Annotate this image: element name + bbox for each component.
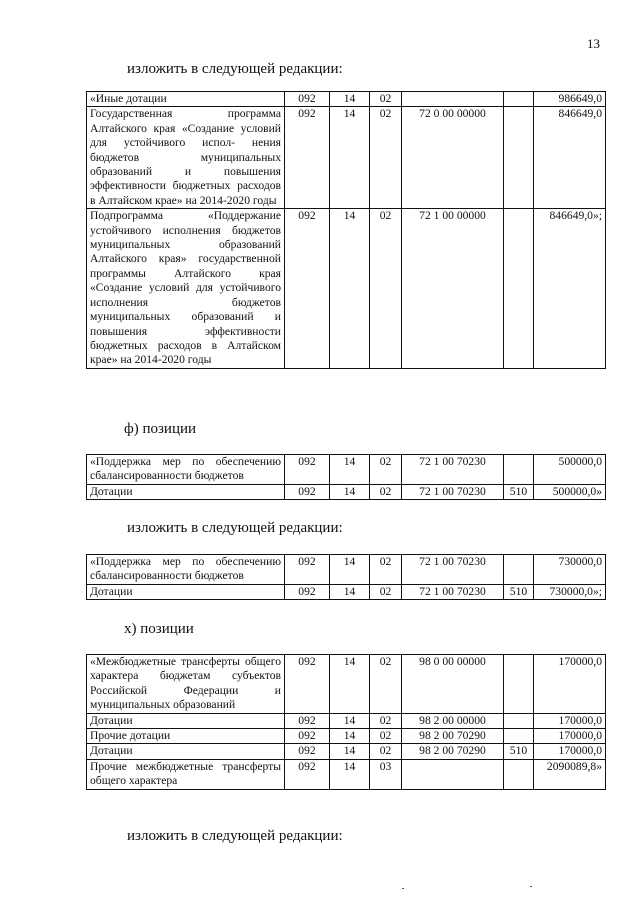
cell-amount: 170000,0 [534,655,606,714]
cell-amount: 170000,0 [534,713,606,728]
cell-target [402,759,504,789]
cell-ministry: 092 [285,584,330,599]
cell-name: «Поддержка мер по обеспечению сбалансированности бюджетов [87,555,285,585]
cell-subsection: 02 [370,713,402,728]
cell-amount: 986649,0 [534,92,606,107]
cell-name: «Межбюджетные трансферты общего характера бюджетам субъектов Российской Федерации и муниципальных образований [87,655,285,714]
cell-name: Государственная программа Алтайского края «Создание условий для устойчивого испол- нения бюджетов муниципальных образований и повышения эффективности бюджетных расходов в Алтайском крае» на 2014-2020 годы [87,107,285,209]
cell-name: Дотации [87,584,285,599]
budget-table-4 [86,654,606,790]
cell-target: 72 1 00 00000 [402,209,504,368]
cell-name: «Иные дотации [87,92,285,107]
cell-target: 72 1 00 70230 [402,584,504,599]
cell-section: 14 [330,729,370,744]
cell-amount: 170000,0 [534,744,606,759]
heading-section-kh: х) позиции [124,621,194,637]
cell-type [504,655,534,714]
cell-target: 72 1 00 70230 [402,555,504,585]
cell-target: 72 1 00 70230 [402,484,504,499]
cell-ministry: 092 [285,759,330,789]
cell-name: Дотации [87,484,285,499]
cell-subsection: 02 [370,107,402,209]
table-row [87,759,606,789]
cell-amount: 846649,0 [534,107,606,209]
cell-amount: 170000,0 [534,729,606,744]
budget-table-3 [86,554,606,600]
cell-subsection: 02 [370,92,402,107]
cell-type [504,555,534,585]
cell-target: 72 1 00 70230 [402,455,504,485]
table-row [87,455,606,485]
cell-section: 14 [330,744,370,759]
page-number: 13 [587,36,600,51]
table-row [87,92,606,107]
table-row [87,729,606,744]
cell-name: Прочие межбюджетные трансферты общего характера [87,759,285,789]
cell-section: 14 [330,759,370,789]
cell-name: Прочие дотации [87,729,285,744]
cell-type: 510 [504,584,534,599]
cell-section: 14 [330,484,370,499]
cell-target: 98 2 00 70290 [402,729,504,744]
cell-subsection: 02 [370,455,402,485]
cell-subsection: 02 [370,209,402,368]
cell-subsection: 02 [370,729,402,744]
cell-section: 14 [330,107,370,209]
cell-ministry: 092 [285,455,330,485]
scan-speck [402,888,404,889]
budget-table-2 [86,454,606,500]
cell-amount: 500000,0 [534,455,606,485]
cell-amount: 730000,0»; [534,584,606,599]
cell-ministry: 092 [285,92,330,107]
cell-section: 14 [330,209,370,368]
cell-section: 14 [330,92,370,107]
cell-name: Подпрограмма «Поддержание устойчивого исполнения бюджетов муниципальных образований Алтайского края» государственной программы Алтайского края «Создание условий для устойчивого исполнения бюджетов муниципальных образований и повышения эффективности бюджетных расходов в Алтайском крае» на 2014-2020 годы [87,209,285,368]
cell-ministry: 092 [285,713,330,728]
cell-amount: 846649,0»; [534,209,606,368]
table-row [87,655,606,714]
cell-subsection: 02 [370,555,402,585]
cell-name: Дотации [87,713,285,728]
cell-ministry: 092 [285,107,330,209]
scan-speck [530,886,532,887]
cell-ministry: 092 [285,744,330,759]
budget-table-1 [86,91,606,369]
cell-section: 14 [330,655,370,714]
cell-name: «Поддержка мер по обеспечению сбалансированности бюджетов [87,455,285,485]
cell-amount: 730000,0 [534,555,606,585]
cell-type [504,92,534,107]
cell-subsection: 02 [370,744,402,759]
cell-target: 98 0 00 00000 [402,655,504,714]
cell-ministry: 092 [285,209,330,368]
cell-section: 14 [330,455,370,485]
cell-ministry: 092 [285,555,330,585]
cell-amount: 500000,0» [534,484,606,499]
cell-ministry: 092 [285,729,330,744]
cell-type [504,455,534,485]
cell-subsection: 03 [370,759,402,789]
heading-mid: изложить в следующей редакции: [127,520,343,536]
table-row [87,744,606,759]
cell-subsection: 02 [370,655,402,714]
cell-target: 72 0 00 00000 [402,107,504,209]
table-row [87,484,606,499]
cell-type [504,209,534,368]
heading-intro: изложить в следующей редакции: [127,61,343,77]
cell-ministry: 092 [285,484,330,499]
cell-type [504,107,534,209]
table-row [87,209,606,368]
cell-subsection: 02 [370,484,402,499]
heading-section-f: ф) позиции [124,421,197,437]
cell-type [504,713,534,728]
cell-type [504,759,534,789]
cell-target: 98 2 00 70290 [402,744,504,759]
cell-type [504,729,534,744]
cell-ministry: 092 [285,655,330,714]
cell-amount: 2090089,8» [534,759,606,789]
cell-section: 14 [330,555,370,585]
table-row [87,107,606,209]
cell-subsection: 02 [370,584,402,599]
cell-name: Дотации [87,744,285,759]
cell-target [402,92,504,107]
cell-target: 98 2 00 00000 [402,713,504,728]
cell-section: 14 [330,584,370,599]
table-row [87,555,606,585]
cell-type: 510 [504,484,534,499]
cell-type: 510 [504,744,534,759]
heading-outro: изложить в следующей редакции: [127,828,343,844]
table-row [87,584,606,599]
table-row [87,713,606,728]
cell-section: 14 [330,713,370,728]
